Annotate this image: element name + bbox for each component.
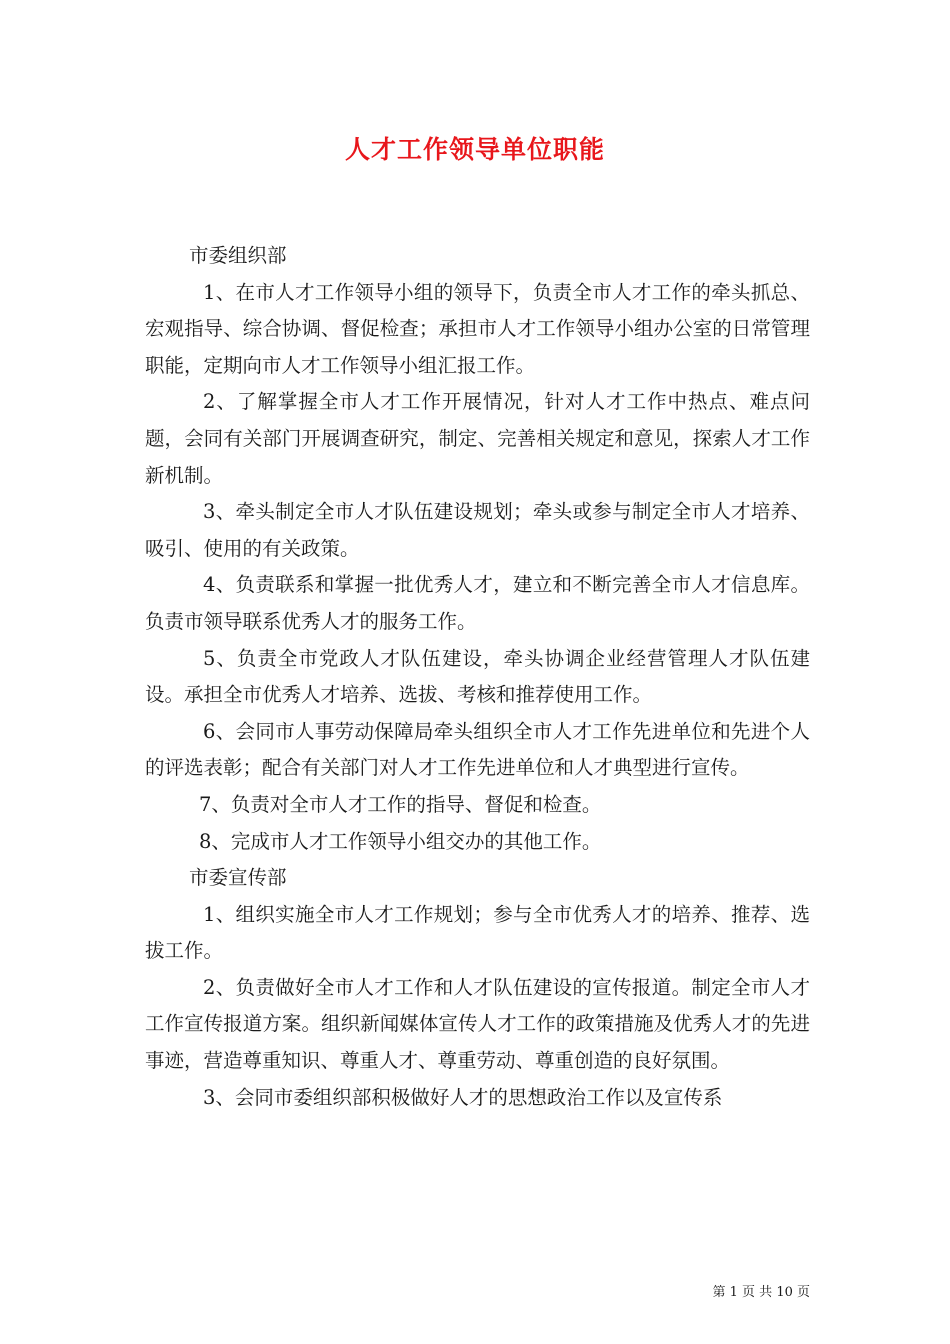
document-body <box>145 238 810 1116</box>
page-number-footer: 第 1 页 共 10 页 <box>712 1285 810 1300</box>
paragraph: 1、组织实施全市人才工作规划；参与全市优秀人才的培养、推荐、选拔工作。 <box>145 902 810 963</box>
paragraph: 3、牵头制定全市人才队伍建设规划；牵头或参与制定全市人才培养、吸引、使用的有关政策。 <box>145 500 810 560</box>
document-title: 人才工作领导单位职能 <box>344 135 605 164</box>
section-heading: 市委组织部 <box>189 244 287 267</box>
paragraph: 2、了解掌握全市人才工作开展情况，针对人才工作中热点、难点问题，会同有关部门开展调查研究，制定、完善相关规定和意见，探索人才工作新机制。 <box>145 390 810 487</box>
paragraph: 7、负责对全市人才工作的指导、督促和检查。 <box>199 792 602 816</box>
section-heading: 市委宣传部 <box>189 866 287 890</box>
paragraph: 5、负责全市党政人才队伍建设，牵头协调企业经营管理人才队伍建设。承担全市优秀人才培养、选拔、考核和推荐使用工作。 <box>145 646 810 707</box>
paragraph: 4、负责联系和掌握一批优秀人才，建立和不断完善全市人才信息库。负责市领导联系优秀人才的服务工作。 <box>145 573 810 633</box>
paragraph: 2、负责做好全市人才工作和人才队伍建设的宣传报道。制定全市人才工作宣传报道方案。组织新闻媒体宣传人才工作的政策措施及优秀人才的先进事迹，营造尊重知识、尊重人才、尊重劳动、尊重创造的良好氛围。 <box>145 975 810 1073</box>
paragraph: 6、会同市人事劳动保障局牵头组织全市人才工作先进单位和先进个人的评选表彰；配合有关部门对人才工作先进单位和人才典型进行宣传。 <box>145 719 810 780</box>
paragraph: 1、在市人才工作领导小组的领导下，负责全市人才工作的牵头抓总、宏观指导、综合协调、督促检查；承担市人才工作领导小组办公室的日常管理职能，定期向市人才工作领导小组汇报工作。 <box>145 280 810 377</box>
paragraph: 3、会同市委组织部积极做好人才的思想政治工作以及宣传系 <box>203 1085 723 1109</box>
paragraph: 8、完成市人才工作领导小组交办的其他工作。 <box>199 829 602 853</box>
